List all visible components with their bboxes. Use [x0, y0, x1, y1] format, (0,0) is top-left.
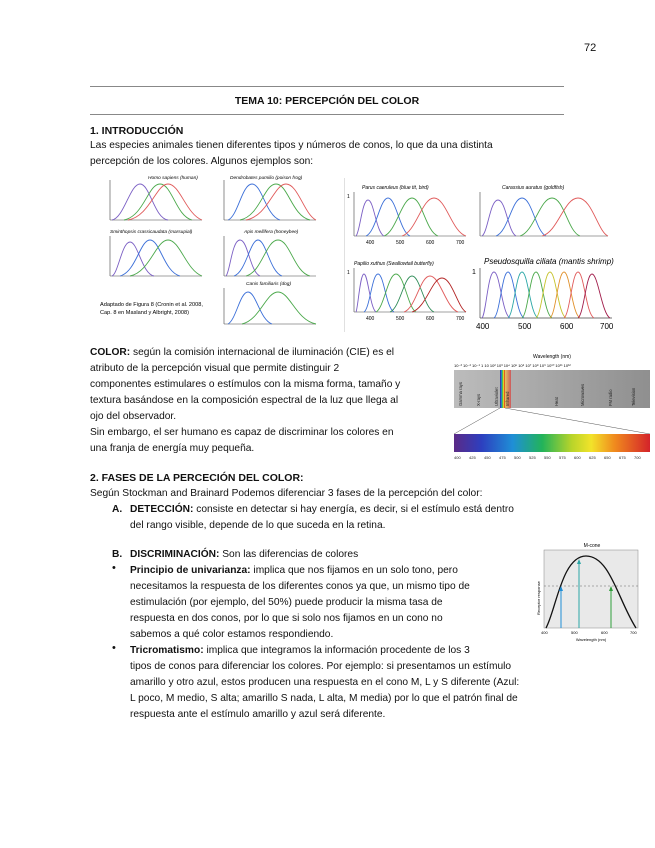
electromagnetic-spectrum-figure — [452, 350, 652, 470]
svg-text:500: 500 — [396, 316, 405, 322]
svg-text:475: 475 — [499, 455, 506, 460]
univ-line-5: sabemos a qué color estamos respondiendo. — [130, 629, 334, 640]
m-cone-ylabel: Receptor response — [536, 581, 541, 615]
univ-line-2: necesitamos la respuesta de los diferentes conos ya que, un mismo tipo de — [130, 581, 470, 592]
svg-text:600: 600 — [426, 240, 435, 246]
color-line-3: componentes estimulares o estímulos con la misma forma, tamaño y — [90, 379, 401, 390]
color-line-7: una franja de energía muy pequeña. — [90, 443, 255, 454]
univ-line-4: respuesta en dos conos, por lo que si solo nos fijamos en un cono no — [130, 613, 443, 624]
svg-text:FM radio: FM radio — [608, 389, 613, 406]
m-cone-title: M-cone — [583, 543, 601, 549]
tri-line-1: Tricromatismo: implica que integramos la información procedente de los 3 — [130, 645, 470, 656]
svg-text:Infrared: Infrared — [505, 391, 510, 406]
svg-text:700: 700 — [634, 455, 641, 460]
spectrum-title: Wavelength (nm) — [533, 354, 571, 360]
svg-text:Canis familiaris (dog): Canis familiaris (dog) — [246, 282, 292, 287]
svg-text:700: 700 — [456, 240, 465, 246]
phase-b-label: B. — [112, 549, 123, 560]
svg-text:Heat: Heat — [554, 397, 559, 406]
svg-text:Microwaves: Microwaves — [580, 383, 585, 406]
color-line-5: ojo del observador. — [90, 411, 177, 422]
svg-text:Sminthopsis crassicaudata (mar: Sminthopsis crassicaudata (marsupial) — [110, 230, 193, 235]
phase-a-line-1: DETECCIÓN: consiste en detectar si hay energía, es decir, si el estímulo está dentro — [130, 504, 514, 515]
svg-text:600: 600 — [426, 316, 435, 322]
svg-text:1: 1 — [472, 269, 476, 276]
visible-ticks — [454, 455, 641, 460]
tri-line-5: respuesta ante el estímulo amarillo y azul será diferente. — [130, 709, 386, 720]
svg-text:Apis mellifera (honeybee): Apis mellifera (honeybee) — [244, 230, 299, 235]
svg-text:500: 500 — [396, 240, 405, 246]
intro-line-1: Las especies animales tienen diferentes tipos y números de conos, lo que da una distinta — [90, 140, 493, 151]
svg-text:Carassius auratus (goldfish): Carassius auratus (goldfish) — [502, 185, 565, 191]
figure-caption-1: Adaptado de Figura 8 (Cronin et al. 2008, — [100, 302, 203, 308]
svg-text:625: 625 — [589, 455, 596, 460]
svg-text:1: 1 — [347, 270, 350, 276]
svg-text:Pseudosquilla ciliata (mantis: Pseudosquilla ciliata (mantis shrimp) — [484, 257, 614, 266]
phase-b-line: DISCRIMINACIÓN: Son las diferencias de colores — [130, 549, 359, 560]
color-line-1: COLOR: según la comisión internacional de iluminación (CIE) es el — [90, 347, 395, 358]
figure-caption-2: Cap. 8 en Masland y Albright, 2008) — [100, 310, 189, 316]
spectrum-exponents: 10⁻³ 10⁻² 10⁻¹ 1 10 10² 10³ 10⁴ 10⁵ 10⁶ 10⁷ 10⁸ 10⁹ 10¹⁰ 10¹¹ 10¹² — [454, 363, 571, 368]
svg-text:Dendrobates pumilio (poison fr: Dendrobates pumilio (poison frog) — [230, 176, 303, 181]
univ-line-1: Principio de univarianza: implica que nos fijamos en un solo tono, pero — [130, 565, 458, 576]
bullet-univarianza: • — [112, 562, 116, 574]
svg-text:Homo sapiens (human): Homo sapiens (human) — [148, 176, 198, 181]
phases-intro: Según Stockman and Brainard Podemos diferenciar 3 fases de la percepción del color: — [90, 488, 483, 499]
svg-text:575: 575 — [559, 455, 566, 460]
intro-heading: 1. INTRODUCCIÓN — [90, 125, 184, 137]
svg-text:400: 400 — [366, 240, 375, 246]
svg-text:500: 500 — [514, 455, 521, 460]
color-line-6: Sin embargo, el ser humano es capaz de discriminar los colores en — [90, 427, 394, 438]
svg-text:400: 400 — [541, 630, 548, 635]
svg-text:Television: Television — [631, 387, 636, 406]
svg-text:Parus caeruleus (blue tit, bir: Parus caeruleus (blue tit, bird) — [362, 185, 429, 191]
svg-text:Gamma rays: Gamma rays — [458, 382, 463, 406]
m-cone-response-figure — [532, 540, 642, 646]
page-title: TEMA 10: PERCEPCIÓN DEL COLOR — [234, 95, 420, 107]
svg-text:450: 450 — [484, 455, 491, 460]
svg-text:X-rays: X-rays — [476, 393, 481, 406]
species-sensitivity-figure-left — [92, 172, 342, 332]
tri-line-3: amarillo y otro azul, estos producen una respuesta en el cono M, L y S diferente (Azul: — [130, 677, 520, 688]
color-line-2: atributo de la percepción visual que permite distinguir 2 — [90, 363, 340, 374]
svg-text:1: 1 — [347, 194, 350, 200]
svg-text:600: 600 — [601, 630, 608, 635]
svg-text:700: 700 — [456, 316, 465, 322]
svg-text:550: 550 — [544, 455, 551, 460]
svg-text:525: 525 — [529, 455, 536, 460]
svg-text:400: 400 — [454, 455, 461, 460]
title-rule-bottom — [90, 114, 564, 115]
svg-text:600: 600 — [574, 455, 581, 460]
svg-text:400: 400 — [366, 316, 375, 322]
species-sensitivity-figure-right — [344, 178, 620, 332]
svg-text:Ultraviolet: Ultraviolet — [494, 387, 499, 406]
phases-heading: 2. FASES DE LA PERCECIÓN DEL COLOR: — [90, 472, 304, 484]
phase-a-line-2: del rango visible, depende de lo que suceda en la retina. — [130, 520, 386, 531]
svg-text:Papilio xuthus (Swallowtail bu: Papilio xuthus (Swallowtail butterfly) — [354, 261, 434, 267]
svg-text:700: 700 — [600, 322, 614, 331]
svg-text:425: 425 — [469, 455, 476, 460]
univ-line-3: estimulación (por ejemplo, del 50%) puede producir la misma tasa de — [130, 597, 443, 608]
title-rule-top — [90, 86, 564, 87]
svg-text:675: 675 — [619, 455, 626, 460]
svg-text:500: 500 — [518, 322, 532, 331]
tri-line-4: L poco, M medio, S alta; amarillo S nada, L alta, M media) por lo que el patrón final de — [130, 693, 518, 704]
bullet-tricromatismo: • — [112, 642, 116, 654]
page-number: 72 — [584, 42, 597, 54]
tri-line-2: tipos de conos para diferenciar los colores. Por ejemplo: si presentamos un estímulo — [130, 661, 512, 672]
svg-text:600: 600 — [560, 322, 574, 331]
intro-line-2: percepción de los colores. Algunos ejemplos son: — [90, 156, 314, 167]
m-cone-xlabel: Wavelength (nm) — [575, 637, 607, 642]
svg-text:400: 400 — [476, 322, 490, 331]
phase-a-label: A. — [112, 504, 123, 515]
svg-text:700: 700 — [630, 630, 637, 635]
svg-text:500: 500 — [571, 630, 578, 635]
svg-text:650: 650 — [604, 455, 611, 460]
color-line-4: textura basándose en la composición espectral de la luz que llega al — [90, 395, 399, 406]
